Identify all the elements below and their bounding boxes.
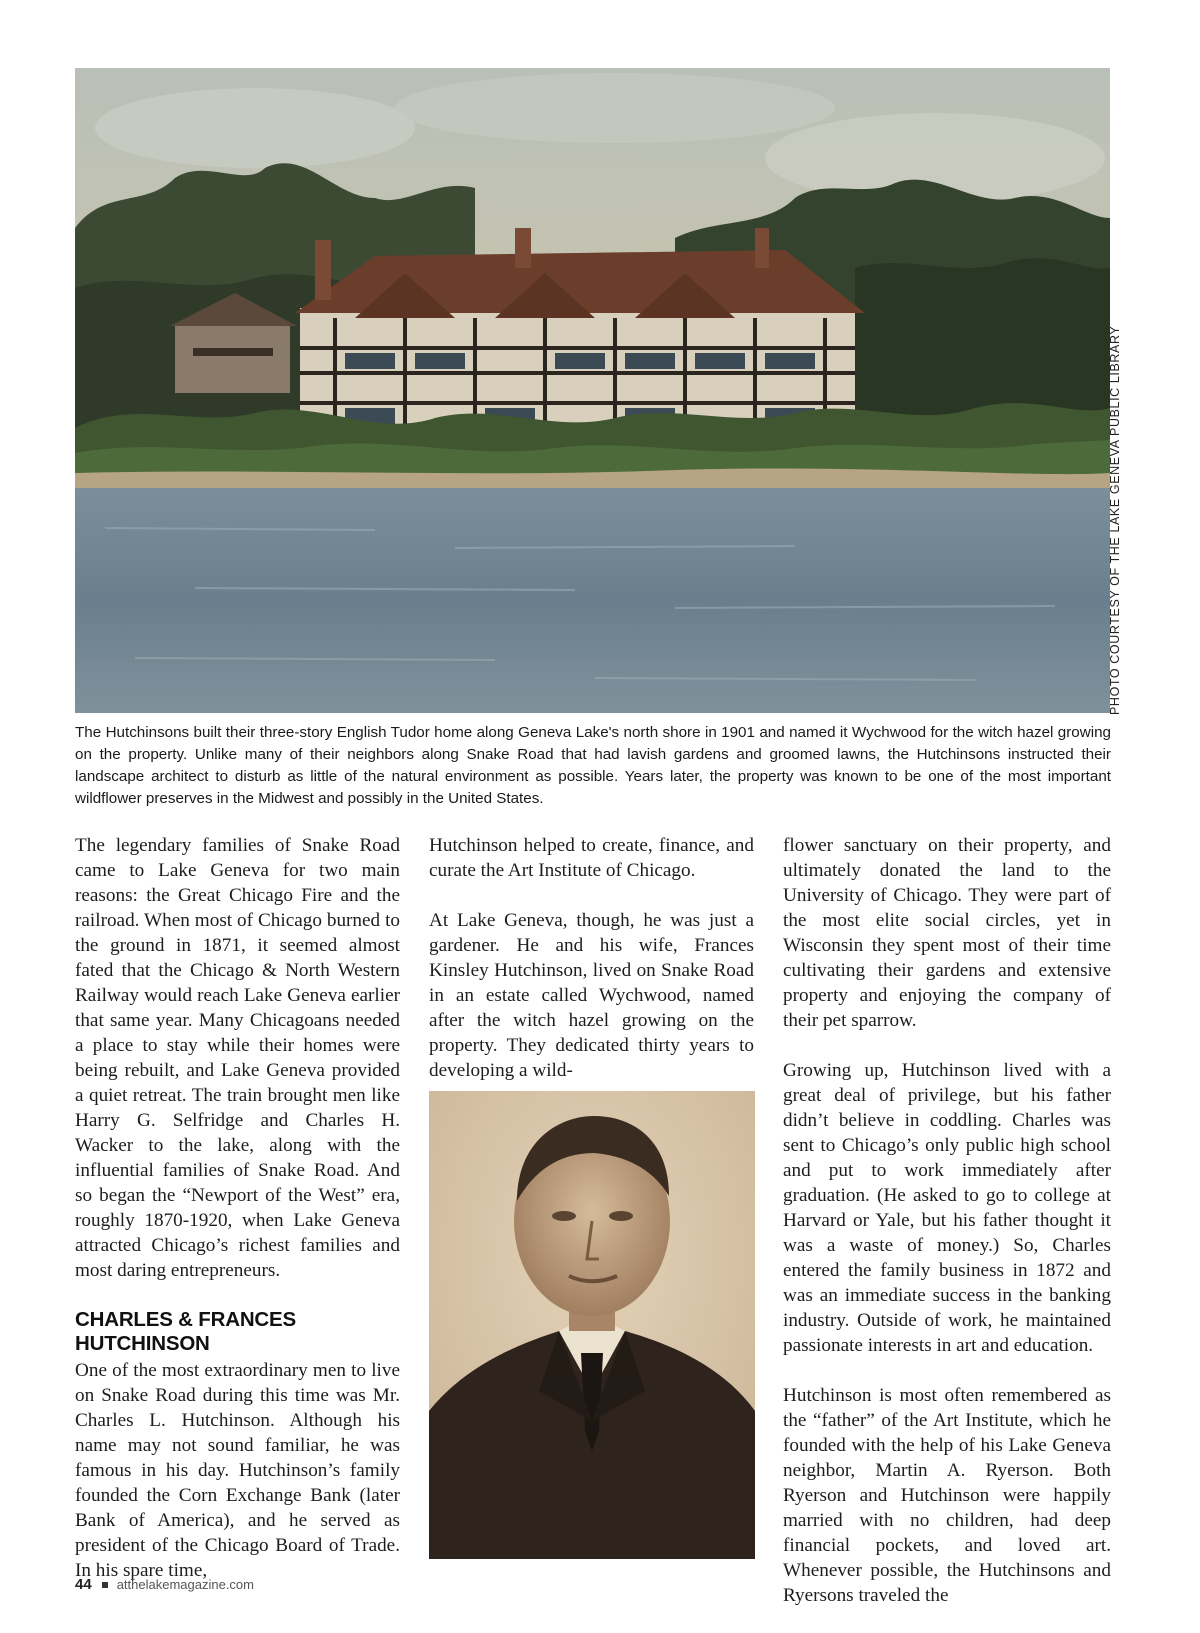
article-paragraph: Growing up, Hutchinson lived with a great deal of privilege, but his father didn’t believe in coddling. Charles was sent to Chicago’s only public high school and put to work immediately after graduation. (He asked to go to college at Harvard or Yale, but his father thought it was a waste of money.) So, Charles entered the family business in 1872 and was an immediate success in the banking industry. Outside of work, he maintained passionate interests in art and education. bbox=[783, 1060, 1111, 1356]
article-column-3 bbox=[783, 833, 1111, 1633]
portrait-photo bbox=[429, 1091, 755, 1559]
article-paragraph: Hutchinson is most often remembered as the “father” of the Art Institute, which he founded with the help of his Lake Geneva neighbor, Martin A. Ryerson. Both Ryerson and Hutchinson were happily married with no children, had deep financial pockets, and loved art. Whenever possible, the Hutchinsons and Ryersons traveled the bbox=[783, 1385, 1111, 1606]
page-number: 44 bbox=[75, 1576, 92, 1593]
section-heading-line-2: HUTCHINSON bbox=[75, 1332, 210, 1355]
photo-credit: PHOTO COURTESY OF THE LAKE GENEVA PUBLIC LIBRARY bbox=[1108, 325, 1122, 715]
website-link[interactable]: atthelakemagazine.com bbox=[116, 1577, 254, 1592]
article-column-1 bbox=[75, 833, 400, 1608]
section-heading bbox=[75, 1308, 400, 1356]
article-paragraph: Hutchinson helped to create, finance, and curate the Art Institute of Chicago. bbox=[429, 835, 754, 881]
article-paragraph: The legendary families of Snake Road came to Lake Geneva for two main reasons: the Great Chicago Fire and the railroad. When most of Chicago burned to the ground in 1871, it seemed almost fated that the Chicago & North Western Railway would reach Lake Geneva earlier that same year. Many Chicagoans needed a place to stay while their homes were being rebuilt, and Lake Geneva provided a quiet retreat. The train brought men like Harry G. Selfridge and Charles H. Wacker to the lake, along with the influential families of Snake Road. And so began the “Newport of the West” era, roughly 1870-1920, when Lake Geneva attracted Chicago’s richest families and most daring entrepreneurs. bbox=[75, 835, 400, 1281]
page-footer bbox=[75, 1576, 254, 1593]
article-column-2 bbox=[429, 833, 754, 1108]
square-bullet-icon bbox=[102, 1582, 108, 1588]
hero-photo bbox=[75, 68, 1110, 713]
article-paragraph: One of the most extraordinary men to live on Snake Road during this time was Mr. Charles L. Hutchinson. Although his name may not sound familiar, he was famous in his day. Hutchinson’s family founded the Corn Exchange Bank (later Bank of America), and he served as president of the Chicago Board of Trade. In his spare time, bbox=[75, 1360, 400, 1581]
article-paragraph: flower sanctuary on their property, and ultimately donated the land to the University of Chicago. They were part of the most elite social circles, yet in Wisconsin they spent most of their time cultivating their gardens and extensive property and enjoying the company of their pet sparrow. bbox=[783, 835, 1111, 1031]
photo-caption: The Hutchinsons built their three-story English Tudor home along Geneva Lake's north shore in 1901 and named it Wychwood for the witch hazel growing on the property. Unlike many of their neighbors along Snake Road that had lavish gardens and groomed lawns, the Hutchinsons instructed their landscape architect to disturb as little of the natural environment as possible. Years later, the property was known to be one of the most important wildflower preserves in the Midwest and possibly in the United States. bbox=[75, 724, 1111, 807]
section-heading-line-1: CHARLES & FRANCES bbox=[75, 1308, 296, 1331]
article-paragraph: At Lake Geneva, though, he was just a gardener. He and his wife, Frances Kinsley Hutchinson, lived on Snake Road in an estate called Wychwood, named after the witch hazel growing on the property. They dedicated thirty years to developing a wild- bbox=[429, 910, 754, 1081]
